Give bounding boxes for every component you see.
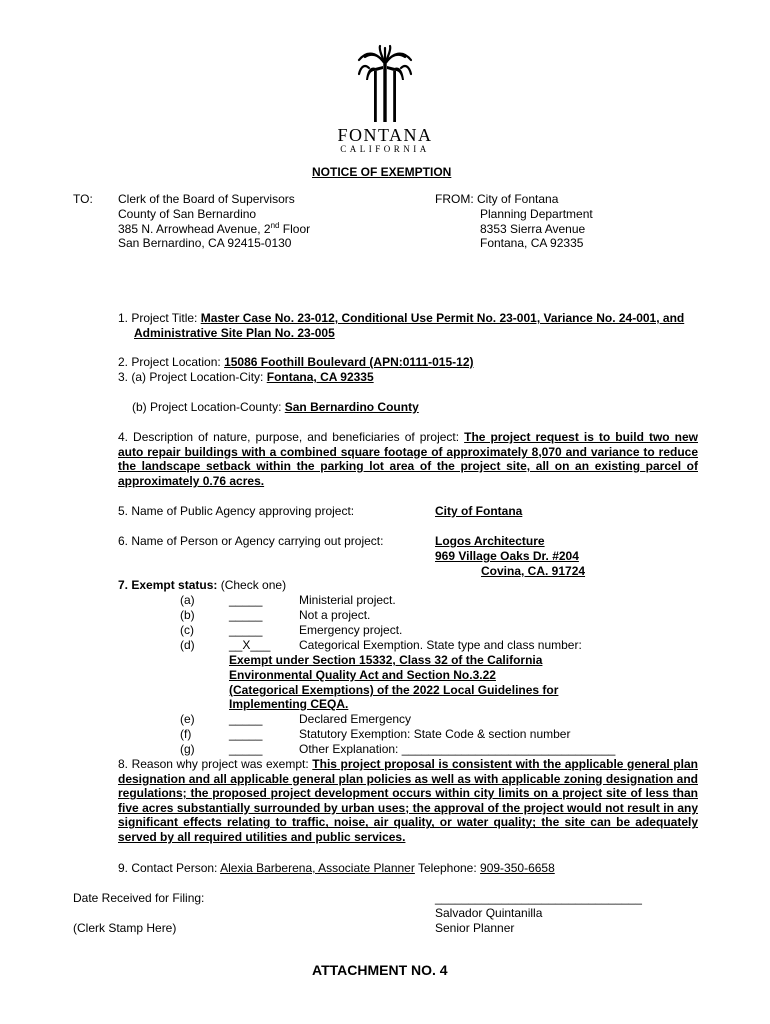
to-line-2: County of San Bernardino <box>118 207 257 221</box>
from-line-1: FROM: City of Fontana <box>435 192 559 206</box>
from-line-2: Planning Department <box>480 207 593 221</box>
public-agency-value: City of Fontana <box>435 504 523 518</box>
exempt-c-text: Emergency project. <box>299 623 403 637</box>
from-line-4: Fontana, CA 92335 <box>480 236 584 250</box>
exempt-g-text: Other Explanation: ________________________________ <box>299 742 616 756</box>
to-line-1: Clerk of the Board of Supervisors <box>118 192 295 206</box>
exempt-a-blank: _____ <box>229 593 263 607</box>
exempt-b-letter: (b) <box>180 608 195 622</box>
project-location-city: 3. (a) Project Location-City: Fontana, CA 92335 <box>118 370 374 384</box>
project-location: 2. Project Location: 15086 Foothill Boulevard (APN:0111-015-12) <box>118 355 474 369</box>
exempt-f-blank: _____ <box>229 727 263 741</box>
exempt-a-text: Ministerial project. <box>299 593 396 607</box>
project-description: 4. Description of nature, purpose, and beneficiaries of project: The project request is to build two new auto repair buildings with a combined square footage of approximately 8,070 and variance to reduce the landscape setback within the parking lot area of the project site, all on an existing parcel of approximately 0.76 acres. <box>118 430 698 488</box>
exempt-g-blank: _____ <box>229 742 263 756</box>
from-line-3: 8353 Sierra Avenue <box>480 222 586 236</box>
exempt-b-text: Not a project. <box>299 608 371 622</box>
exempt-e-text: Declared Emergency <box>299 712 412 726</box>
person-agency-line-1: Logos Architecture <box>435 534 545 548</box>
person-agency-line-2: 969 Village Oaks Dr. #204 <box>435 549 579 563</box>
exempt-a-letter: (a) <box>180 593 195 607</box>
exempt-d-detail-1: Exempt under Section 15332, Class 32 of the California <box>229 653 543 667</box>
person-agency-label: 6. Name of Person or Agency carrying out project: <box>118 534 384 548</box>
clerk-stamp-label: (Clerk Stamp Here) <box>73 921 177 935</box>
logo-subtitle: CALIFORNIA <box>340 144 430 154</box>
exempt-f-letter: (f) <box>180 727 192 741</box>
signer-name: Salvador Quintanilla <box>435 906 543 920</box>
exempt-status-label: 7. Exempt status: (Check one) <box>118 578 287 592</box>
exempt-e-blank: _____ <box>229 712 263 726</box>
to-line-4: San Bernardino, CA 92415-0130 <box>118 236 292 250</box>
to-line-3: 385 N. Arrowhead Avenue, 2nd Floor <box>118 221 311 236</box>
logo-name: FONTANA <box>337 125 433 145</box>
exempt-d-detail-3: (Categorical Exemptions) of the 2022 Local Guidelines for <box>229 683 559 697</box>
exempt-c-letter: (c) <box>180 623 194 637</box>
exempt-d-blank: __X___ <box>229 638 271 652</box>
exempt-d-detail-2: Environmental Quality Act and Section No.3.22 <box>229 668 496 682</box>
public-agency-label: 5. Name of Public Agency approving project: <box>118 504 355 518</box>
signature-line: _______________________________ <box>435 891 642 905</box>
person-agency-line-3: Covina, CA. 91724 <box>481 564 586 578</box>
exempt-e-letter: (e) <box>180 712 195 726</box>
exempt-c-blank: _____ <box>229 623 263 637</box>
exempt-d-detail-4: Implementing CEQA. <box>229 697 349 711</box>
exempt-d-letter: (d) <box>180 638 195 652</box>
project-location-county: (b) Project Location-County: San Bernardino County <box>132 400 419 414</box>
contact-person: 9. Contact Person: Alexia Barberena, Associate Planner Telephone: 909-350-6658 <box>118 861 555 875</box>
exempt-b-blank: _____ <box>229 608 263 622</box>
exempt-f-text: Statutory Exemption: State Code & section number <box>299 727 571 741</box>
project-title: 1. Project Title: Master Case No. 23-012, Conditional Use Permit No. 23-001, Variance No. 24-001, and Administrative Site Plan No. 23-005 <box>118 311 685 340</box>
signer-title: Senior Planner <box>435 921 515 935</box>
notice-title: NOTICE OF EXEMPTION <box>312 165 452 179</box>
exempt-reason: 8. Reason why project was exempt: This project proposal is consistent with the applicable general plan designation and all applicable general plan policies as well as with applicable zoning designation and regulations; the proposed project development occurs within city limits on a project site of less than five acres substantially surrounded by urban uses; the approval of the project would not result in any significant effects relating to traffic, noise, air quality, or water quality; the site can be adequately served by all required utilities and public services. <box>118 757 698 844</box>
exempt-d-text: Categorical Exemption. State type and class number: <box>299 638 582 652</box>
date-received-label: Date Received for Filing: <box>73 891 205 905</box>
attachment-label: ATTACHMENT NO. 4 <box>312 962 448 978</box>
exempt-g-letter: (g) <box>180 742 195 756</box>
fontana-palm-logo-icon <box>355 44 415 126</box>
to-label: TO: <box>73 192 93 206</box>
